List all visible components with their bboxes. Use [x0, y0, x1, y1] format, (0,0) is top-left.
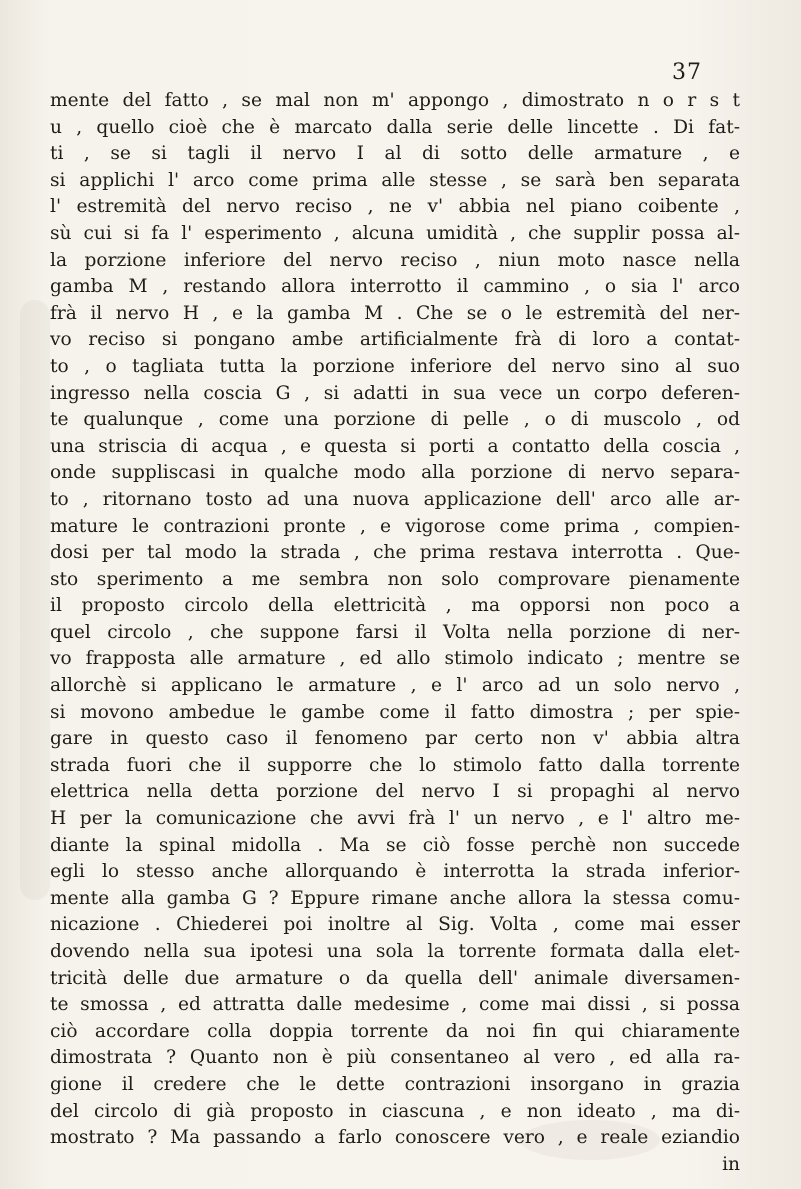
- text-line: gamba M , restando allora interrotto il cammino , o sia l' arco: [50, 276, 740, 298]
- body-text: [50, 88, 740, 1178]
- text-line: dimostrata ? Quanto non è più consentaneo al vero , ed alla ra-: [50, 1047, 740, 1069]
- text-line: tricità delle due armature o da quella dell' animale diversamen-: [50, 967, 740, 989]
- text-line: egli lo stesso anche allorquando è interrotta la strada inferior-: [50, 861, 740, 883]
- text-line: del circolo di già proposto in ciascuna , e non ideato , ma di-: [50, 1100, 740, 1122]
- text-line: l' estremità del nervo reciso , ne v' abbia nel piano coibente ,: [50, 196, 740, 218]
- text-line: strada fuori che il supporre che lo stimolo fatto dalla torrente: [50, 754, 740, 776]
- text-line: onde suppliscasi in qualche modo alla porzione di nervo separa-: [50, 462, 740, 484]
- text-line: ingresso nella coscia G , si adatti in sua vece un corpo deferen-: [50, 382, 740, 404]
- text-line: quel circolo , che suppone farsi il Volta nella porzione di ner-: [50, 621, 740, 643]
- text-line: te qualunque , come una porzione di pelle , o di muscolo , od: [50, 409, 740, 431]
- text-line: allorchè si applicano le armature , e l' arco ad un solo nervo ,: [50, 675, 740, 697]
- text-line: to , ritornano tosto ad una nuova applicazione dell' arco alle ar-: [50, 488, 740, 510]
- text-line: dosi per tal modo la strada , che prima restava interrotta . Que-: [50, 542, 740, 564]
- text-line: la porzione inferiore del nervo reciso , niun moto nasce nella: [50, 249, 740, 271]
- text-line: ciò accordare colla doppia torrente da noi fin qui chiaramente: [50, 1020, 740, 1042]
- text-line: te smossa , ed attratta dalle medesime , come mai dissi , si possa: [50, 994, 740, 1016]
- text-line: to , o tagliata tutta la porzione inferiore del nervo sino al suo: [50, 355, 740, 377]
- text-line: gione il credere che le dette contrazioni insorgano in grazia: [50, 1073, 740, 1095]
- text-line: vo frapposta alle armature , ed allo stimolo indicato ; mentre se: [50, 648, 740, 670]
- text-line: mente alla gamba G ? Eppure rimane anche allora la stessa comu-: [50, 887, 740, 909]
- text-line: frà il nervo H , e la gamba M . Che se o le estremità del ner-: [50, 302, 740, 324]
- page-number: 37: [672, 60, 702, 85]
- text-line: una striscia di acqua , e questa si porti a contatto della coscia ,: [50, 435, 740, 457]
- text-line: vo reciso si pongano ambe artificialmente frà di loro a contat-: [50, 329, 740, 351]
- text-line: mente del fatto , se mal non m' appongo , dimostrato n o r s t: [50, 90, 740, 111]
- text-line: dovendo nella sua ipotesi una sola la torrente formata dalla elet-: [50, 941, 740, 962]
- text-line: mostrato ? Ma passando a farlo conoscere vero , e reale eziandio: [50, 1127, 740, 1149]
- text-line: elettrica nella detta porzione del nervo I si propaghi al nervo: [50, 781, 740, 803]
- text-line: diante la spinal midolla . Ma se ciò fosse perchè non succede: [50, 834, 740, 856]
- text-line: si movono ambedue le gambe come il fatto dimostra ; per spie-: [50, 701, 740, 723]
- paper-shadow: [20, 300, 50, 900]
- text-line: si applichi l' arco come prima alle stesse , se sarà ben separata: [50, 169, 740, 191]
- text-line: mature le contrazioni pronte , e vigorose come prima , compien-: [50, 515, 740, 537]
- text-line: sto sperimento a me sembra non solo comprovare pienamente: [50, 568, 740, 590]
- text-line: sù cui si fa l' esperimento , alcuna umidità , che supplir possa al-: [50, 222, 740, 244]
- text-line: u , quello cioè che è marcato dalla serie delle lincette . Di fat-: [50, 116, 740, 138]
- text-line: in: [722, 1153, 740, 1175]
- text-line: il proposto circolo della elettricità , ma opporsi non poco a: [50, 595, 740, 617]
- text-line: ti , se si tagli il nervo I al di sotto delle armature , e: [50, 143, 740, 165]
- text-line: H per la comunicazione che avvi frà l' un nervo , e l' altro me-: [50, 808, 740, 830]
- text-line: nicazione . Chiederei poi inoltre al Sig. Volta , come mai esser: [50, 914, 740, 936]
- text-line: gare in questo caso il fenomeno par certo non v' abbia altra: [50, 728, 740, 750]
